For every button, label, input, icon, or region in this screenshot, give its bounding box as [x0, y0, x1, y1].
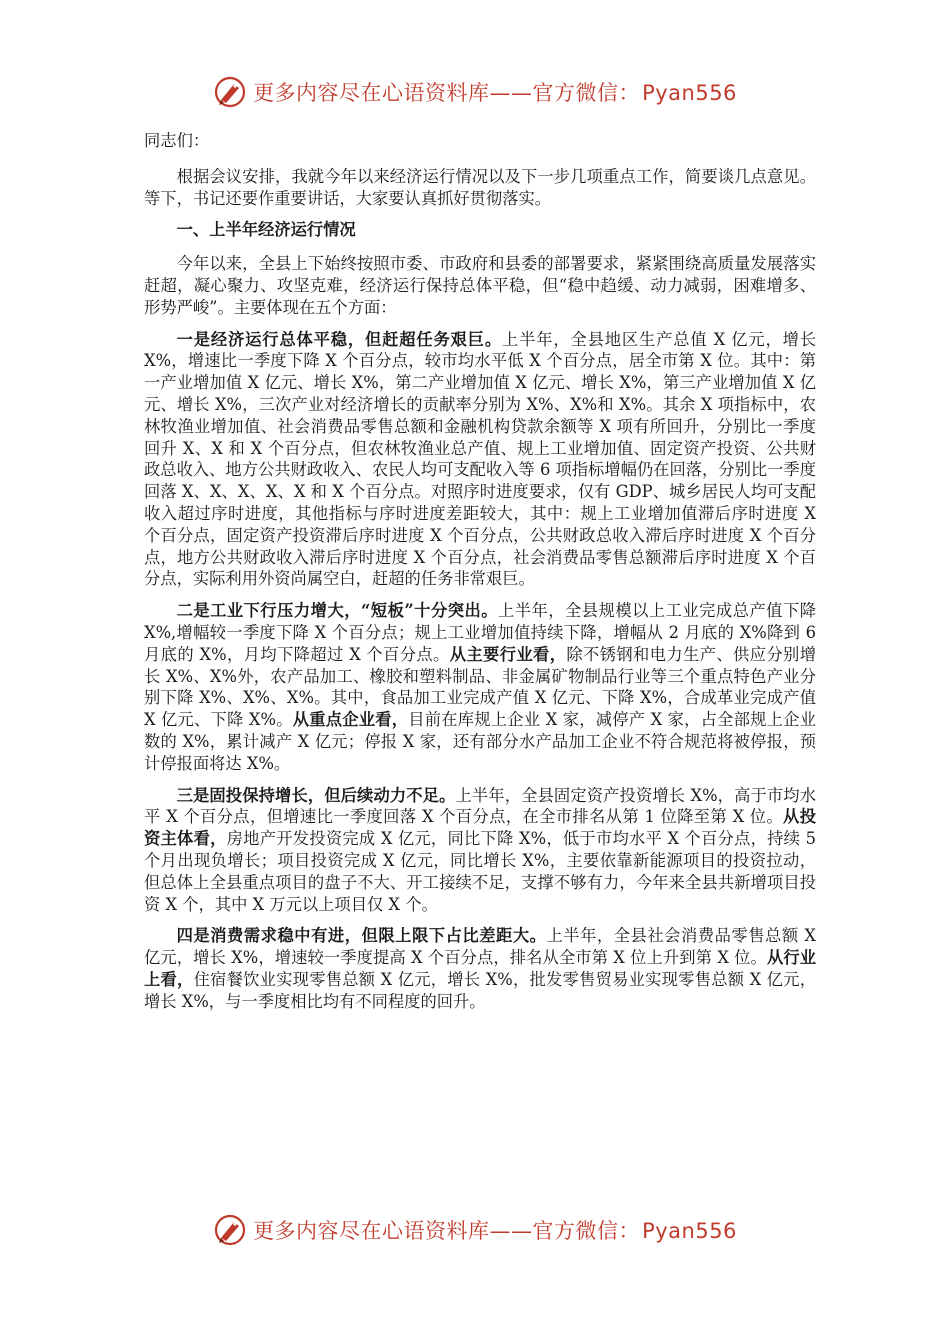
wechat-id: Pyan556	[642, 1219, 737, 1243]
paragraph-2-body-2: 除不锈钢和电力生产、供应分别增长 X%、X%外，农产品加工、橡胶和塑料制品、非金属矿物制品行业等三个重点特色产业分别下降 X%、X%、X%。其中，食品加工业完成产值 X 亿元、下降 X%，合成革业完成产值 X 亿元、下降 X%。	[144, 644, 816, 730]
paragraph-1-lead: 一是经济运行总体平稳，但赶超任务艰巨。	[176, 329, 503, 349]
header-banner	[0, 70, 950, 114]
banner-text	[253, 1215, 737, 1245]
paragraph-3	[144, 785, 816, 916]
paragraph-2-subheading-1: 从主要行业看，	[449, 644, 567, 664]
banner-text	[253, 77, 737, 107]
pen-logo-icon	[213, 75, 247, 109]
overview-paragraph: 今年以来，全县上下始终按照市委、市政府和县委的部署要求，紧紧围绕高质量发展落实赶超，凝心聚力、攻坚克难，经济运行保持总体平稳，但“稳中趋缓、动力减弱，困难增多、形势严峻”。主要体现在五个方面：	[144, 254, 816, 317]
paragraph-4-lead: 四是消费需求稳中有进，但限上限下占比差距大。	[176, 926, 547, 946]
paragraph-3-body-2: 房地产开发投资完成 X 亿元，同比下降 X%，低于市均水平 X 个百分点，持续 5 个月出现负增长；项目投资完成 X 亿元，同比增长 X%，主要依靠新能源项目的投资拉动，但总体上全县重点项目的盘子不大、开工接续不足，支撑不够有力，今年来全县共新增项目投资 X 个，其中 X 万元以上项目仅 X 个。	[144, 829, 816, 914]
banner-label: 更多内容尽在心语资料库——官方微信：	[253, 81, 641, 105]
paragraph-2-body-1: 上半年，全县规模以上工业完成总产值下降 X%,增幅较一季度下降 X 个百分点；规上工业增加值持续下降，增幅从 2 月底的 X%降到 6 月底的 X%，月均下降超过 X 个百分点。	[144, 601, 816, 664]
paragraph-3-subheading: 从投资主体看，	[144, 807, 816, 849]
salutation: 同志们：	[144, 131, 210, 150]
paragraph-2-subheading-2: 从重点企业看，	[292, 710, 409, 730]
paragraph-2-lead: 二是工业下行压力增大，“短板”十分突出。	[176, 601, 498, 621]
pen-logo-icon	[213, 1213, 247, 1247]
document-body	[144, 130, 816, 1022]
section-heading: 一、上半年经济运行情况	[176, 220, 356, 240]
wechat-id: Pyan556	[642, 81, 737, 105]
paragraph-2-body-3: 目前在库规上企业 X 家，减停产 X 家，占全部规上企业数的 X%，累计减产 X 亿元；停报 X 家，还有部分水产品加工企业不符合规范将被停报，预计停报面将达 X%。	[144, 710, 816, 773]
paragraph-4-subheading: 从行业上看，	[144, 948, 816, 989]
paragraph-4-body-1: 上半年，全县社会消费品零售总额 X 亿元，增长 X%，增速较一季度提高 X 个百分点，排名从全市第 X 位上升到第 X 位。	[144, 926, 816, 968]
footer-banner	[0, 1208, 950, 1252]
intro-paragraph: 根据会议安排，我就今年以来经济运行情况以及下一步几项重点工作，简要谈几点意见。等下，书记还要作重要讲话，大家要认真抓好贯彻落实。	[144, 166, 816, 208]
paragraph-3-lead: 三是固投保持增长，但后续动力不足。	[176, 785, 456, 805]
paragraph-1	[144, 329, 816, 591]
paragraph-4-body-2: 住宿餐饮业实现零售总额 X 亿元，增长 X%，批发零售贸易业实现零售总额 X 亿元，增长 X%，与一季度相比均有不同程度的回升。	[144, 969, 816, 1011]
paragraph-3-body-1: 上半年，全县固定资产投资增长 X%，高于市均水平 X 个百分点，但增速比一季度回落 X 个百分点，在全市排名从第 1 位降至第 X 位。	[144, 785, 816, 827]
banner-label: 更多内容尽在心语资料库——官方微信：	[253, 1219, 641, 1243]
paragraph-4	[144, 925, 816, 1012]
paragraph-1-body: 上半年，全县地区生产总值 X 亿元，增长 X%，增速比一季度下降 X 个百分点，较市均水平低 X 个百分点，居全市第 X 位。其中：第一产业增加值 X 亿元、增长 X%，第二产业增加值 X 亿元、增长 X%，第三产业增加值 X 亿元、增长 X%，三次产业对经济增长的贡献率分别为 X%、X%和 X%。其余 X 项指标中，农林牧渔业增加值、社会消费品零售总额和金融机构贷款余额等 X 项有所回升，分别比一季度回升 X、X 和 X 个百分点，但农林牧渔业总产值、规上工业增加值、固定资产投资、公共财政总收入、地方公共财政收入、农民人均可支配收入等 6 项指标增幅仍在回落，分别比一季度回落 X、X、X、X、X 和 X 个百分点。对照序时进度要求，仅有 GDP、城乡居民人均可支配收入超过序时进度，其他指标与序时进度差距较大，其中：规上工业增加值滞后序时进度 X 个百分点，固定资产投资滞后序时进度 X 个百分点，公共财政总收入滞后序时进度 X 个百分点，地方公共财政收入滞后序时进度 X 个百分点，社会消费品零售总额滞后序时进度 X 个百分点，实际利用外资尚属空白，赶超的任务非常艰巨。	[144, 329, 816, 589]
paragraph-2	[144, 600, 816, 774]
